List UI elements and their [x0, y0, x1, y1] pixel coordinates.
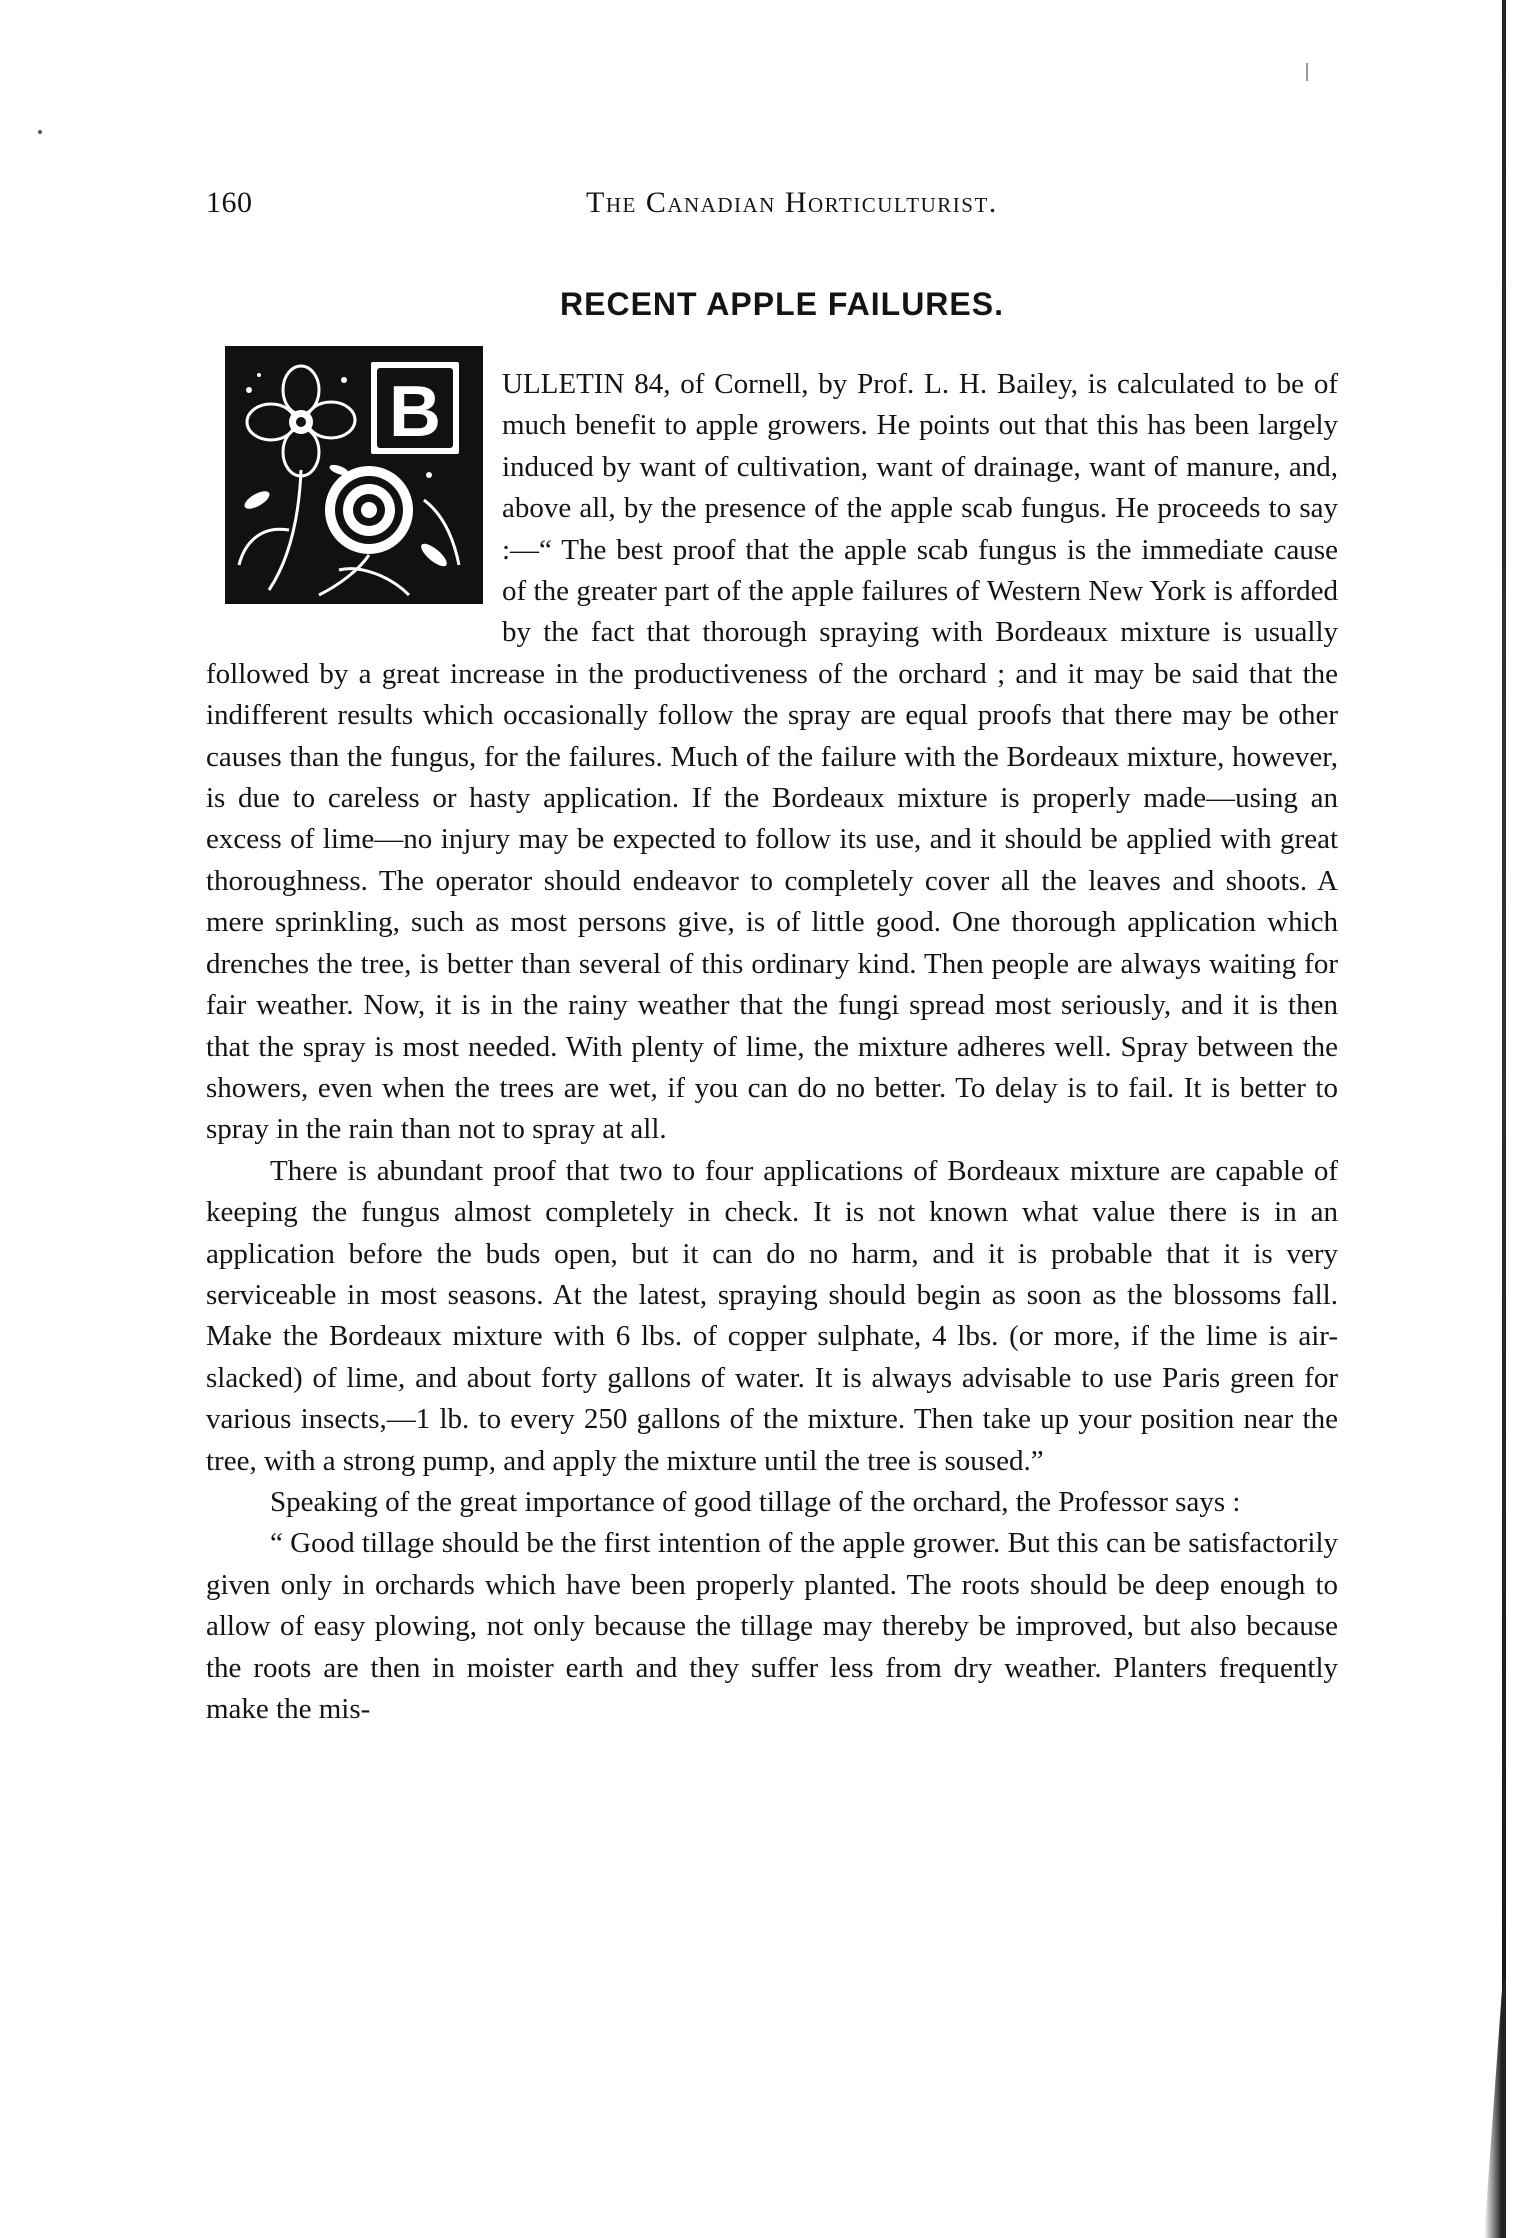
paragraph: “ Good tillage should be the first intention of the apple grower. But this can be satisfactorily given only in orchards which have been properly planted. The roots should be deep enough to allow of easy plowing, not only because the tillage may thereby be improved, but also because the roots are then in moister earth and they suffer less from dry weather. Planters frequently make the mis- — [206, 1527, 1338, 1725]
paragraph: There is abundant proof that two to four applications of Bordeaux mixture are capable of keeping the fungus almost completely in check. It is not known what value there is in an application before the buds open, but it can do no harm, and it is probable that it is very serviceable in most seasons. At the latest, spraying should begin as soon as the blossoms fall. Make the Bordeaux mixture with 6 lbs. of copper sulphate, 4 lbs. (or more, if the lime is air-slacked) of lime, and about forty gallons of water. It is always advisable to use Paris green for various insects,—1 lb. to every 250 gallons of the mixture. Then take up your position near the tree, with a strong pump, and apply the mixture until the tree is soused.” — [206, 1154, 1338, 1477]
binding-edge-shadow — [1484, 1980, 1506, 2238]
initial-spacer — [206, 358, 502, 620]
journal-title: The Canadian Horticulturist. — [586, 186, 998, 219]
running-head — [206, 186, 1338, 226]
article-title: RECENT APPLE FAILURES. — [560, 286, 1004, 322]
paragraph: ULLETIN 84, of Cornell, by Prof. L. H. Bailey, is calculated to be of much benefit to apple growers. He points out that this has been largely induced by want of cultivation, want of drainage, want of manure, and, above all, by the presence of the apple scab fungus. He proceeds to say :—“ The best proof that the apple scab fungus is the immediate cause of the greater part of the apple failures of Western New York is afforded by the fact that thorough spraying with Bordeaux mixture is usually followed by a great increase in the productiveness of the orchard ; and it may be said that the indifferent results which occasionally follow the spray are equal proofs that there may be other causes than the fungus, for the failures. Much of the failure with the Bordeaux mixture, however, is due to careless or hasty application. If the Bordeaux mixture is properly made—using an excess of lime—no injury may be expected to follow its use, and it should be applied with great thoroughness. The operator should endeavor to completely cover all the leaves and shoots. A mere sprinkling, such as most persons give, is of little good. One thorough application which drenches the tree, is better than several of this ordinary kind. Then people are always waiting for fair weather. Now, it is in the rainy weather that the fungi spread most seriously, and it is then that the spray is most needed. With plenty of lime, the mixture adheres well. Spray between the showers, even when the trees are wet, if you can do no better. To delay is to fail. It is better to spray in the rain than not to spray at all. — [206, 368, 1338, 1146]
article-body — [206, 364, 1338, 1730]
page-number: 160 — [206, 186, 253, 219]
scan-mark — [1306, 63, 1308, 81]
scan-speck — [38, 130, 42, 134]
initial-letter: B — [389, 372, 441, 452]
paragraph: Speaking of the great importance of good tillage of the orchard, the Professor says : — [270, 1485, 1241, 1518]
binding-edge — [1502, 0, 1506, 2238]
